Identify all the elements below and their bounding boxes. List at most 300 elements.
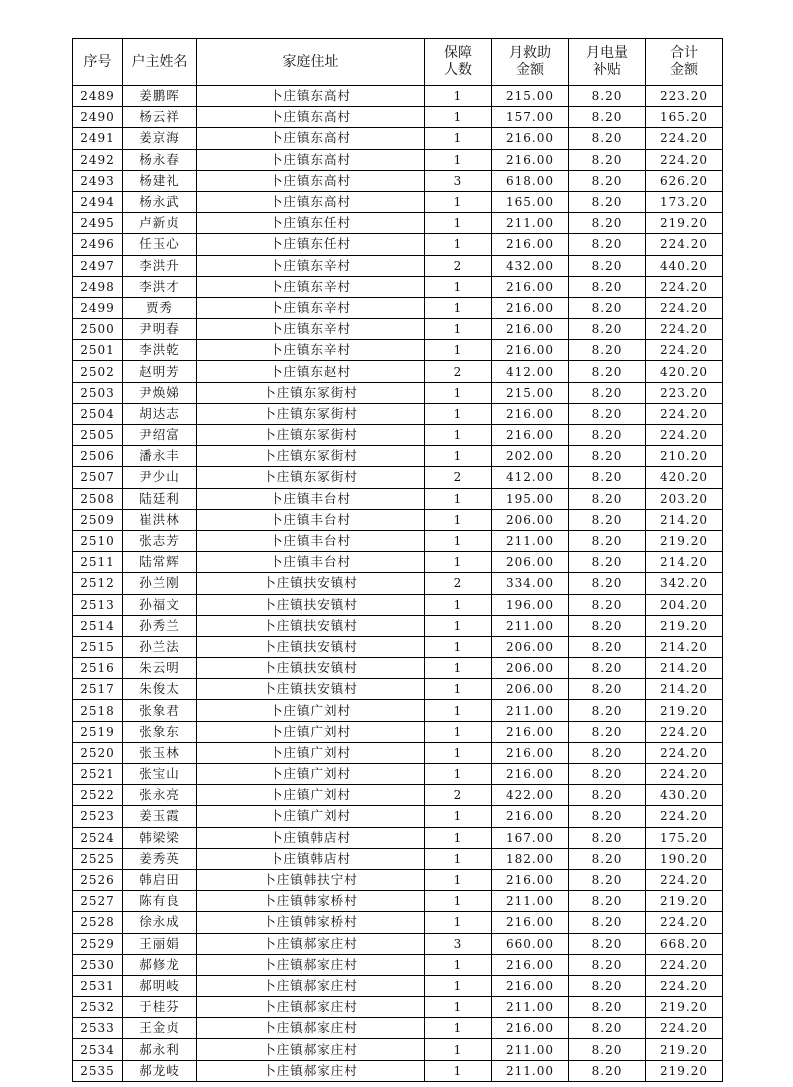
cell-total: 175.20 [646, 827, 723, 848]
cell-no: 2504 [73, 403, 123, 424]
cell-monthly-aid: 206.00 [492, 509, 569, 530]
cell-address: 卜庄镇东辛村 [197, 319, 425, 340]
cell-total: 219.20 [646, 997, 723, 1018]
cell-elec-subsidy: 8.20 [569, 255, 646, 276]
cell-address: 卜庄镇韩店村 [197, 848, 425, 869]
table-row [73, 806, 723, 827]
table-row [73, 1039, 723, 1060]
cell-elec-subsidy: 8.20 [569, 509, 646, 530]
cell-total: 165.20 [646, 107, 723, 128]
cell-people: 1 [425, 425, 492, 446]
cell-total: 224.20 [646, 975, 723, 996]
cell-name: 胡达志 [123, 403, 197, 424]
cell-address: 卜庄镇东辛村 [197, 297, 425, 318]
cell-monthly-aid: 216.00 [492, 869, 569, 890]
cell-monthly-aid: 216.00 [492, 128, 569, 149]
cell-people: 1 [425, 276, 492, 297]
cell-people: 1 [425, 446, 492, 467]
cell-address: 卜庄镇东冢街村 [197, 382, 425, 403]
cell-monthly-aid: 216.00 [492, 975, 569, 996]
cell-total: 219.20 [646, 1060, 723, 1081]
cell-monthly-aid: 216.00 [492, 149, 569, 170]
cell-name: 张志芳 [123, 530, 197, 551]
cell-total: 219.20 [646, 700, 723, 721]
cell-name: 崔洪林 [123, 509, 197, 530]
cell-name: 张宝山 [123, 764, 197, 785]
cell-name: 孙兰法 [123, 636, 197, 657]
cell-people: 1 [425, 700, 492, 721]
cell-elec-subsidy: 8.20 [569, 975, 646, 996]
cell-people: 1 [425, 721, 492, 742]
document-sheet [72, 38, 722, 1082]
header-name: 户主姓名 [123, 39, 197, 86]
cell-name: 张永亮 [123, 785, 197, 806]
cell-elec-subsidy: 8.20 [569, 997, 646, 1018]
cell-monthly-aid: 334.00 [492, 573, 569, 594]
cell-name: 陈有良 [123, 891, 197, 912]
cell-monthly-aid: 412.00 [492, 361, 569, 382]
cell-elec-subsidy: 8.20 [569, 128, 646, 149]
cell-total: 430.20 [646, 785, 723, 806]
table-row [73, 403, 723, 424]
table-row [73, 869, 723, 890]
cell-address: 卜庄镇东高村 [197, 149, 425, 170]
cell-people: 2 [425, 573, 492, 594]
cell-people: 1 [425, 213, 492, 234]
cell-name: 赵明芳 [123, 361, 197, 382]
cell-name: 李洪升 [123, 255, 197, 276]
cell-elec-subsidy: 8.20 [569, 636, 646, 657]
cell-address: 卜庄镇东辛村 [197, 276, 425, 297]
cell-no: 2522 [73, 785, 123, 806]
cell-elec-subsidy: 8.20 [569, 403, 646, 424]
cell-people: 1 [425, 297, 492, 318]
cell-address: 卜庄镇韩家桥村 [197, 912, 425, 933]
cell-address: 卜庄镇丰台村 [197, 530, 425, 551]
table-row [73, 933, 723, 954]
cell-elec-subsidy: 8.20 [569, 86, 646, 107]
table-row [73, 382, 723, 403]
cell-total: 223.20 [646, 86, 723, 107]
cell-no: 2491 [73, 128, 123, 149]
cell-address: 卜庄镇广刘村 [197, 785, 425, 806]
cell-total: 668.20 [646, 933, 723, 954]
cell-monthly-aid: 182.00 [492, 848, 569, 869]
cell-elec-subsidy: 8.20 [569, 446, 646, 467]
table-row [73, 764, 723, 785]
cell-no: 2517 [73, 679, 123, 700]
table-row [73, 636, 723, 657]
cell-monthly-aid: 422.00 [492, 785, 569, 806]
cell-name: 贾秀 [123, 297, 197, 318]
cell-elec-subsidy: 8.20 [569, 488, 646, 509]
cell-name: 尹少山 [123, 467, 197, 488]
cell-monthly-aid: 216.00 [492, 425, 569, 446]
cell-total: 219.20 [646, 615, 723, 636]
cell-no: 2490 [73, 107, 123, 128]
cell-total: 224.20 [646, 869, 723, 890]
cell-address: 卜庄镇东冢街村 [197, 425, 425, 446]
cell-elec-subsidy: 8.20 [569, 679, 646, 700]
table-row [73, 467, 723, 488]
cell-no: 2528 [73, 912, 123, 933]
cell-elec-subsidy: 8.20 [569, 552, 646, 573]
cell-elec-subsidy: 8.20 [569, 319, 646, 340]
cell-no: 2535 [73, 1060, 123, 1081]
cell-no: 2518 [73, 700, 123, 721]
cell-people: 1 [425, 509, 492, 530]
header-monthly-aid [492, 39, 569, 86]
cell-name: 尹明春 [123, 319, 197, 340]
cell-monthly-aid: 165.00 [492, 191, 569, 212]
cell-address: 卜庄镇东高村 [197, 191, 425, 212]
cell-name: 朱云明 [123, 658, 197, 679]
cell-address: 卜庄镇郝家庄村 [197, 954, 425, 975]
cell-people: 1 [425, 954, 492, 975]
cell-address: 卜庄镇丰台村 [197, 509, 425, 530]
table-row [73, 891, 723, 912]
cell-monthly-aid: 216.00 [492, 276, 569, 297]
cell-monthly-aid: 206.00 [492, 658, 569, 679]
cell-monthly-aid: 216.00 [492, 297, 569, 318]
cell-no: 2532 [73, 997, 123, 1018]
cell-name: 杨永武 [123, 191, 197, 212]
table-row [73, 86, 723, 107]
cell-total: 214.20 [646, 552, 723, 573]
table-row [73, 276, 723, 297]
cell-no: 2513 [73, 594, 123, 615]
cell-monthly-aid: 216.00 [492, 403, 569, 424]
cell-people: 1 [425, 827, 492, 848]
table-row [73, 255, 723, 276]
header-people-text: 保障人数 [444, 45, 472, 78]
cell-total: 626.20 [646, 170, 723, 191]
cell-no: 2495 [73, 213, 123, 234]
cell-total: 420.20 [646, 467, 723, 488]
cell-name: 孙秀兰 [123, 615, 197, 636]
cell-address: 卜庄镇东冢街村 [197, 467, 425, 488]
cell-elec-subsidy: 8.20 [569, 891, 646, 912]
cell-address: 卜庄镇东高村 [197, 170, 425, 191]
cell-no: 2506 [73, 446, 123, 467]
cell-people: 1 [425, 1039, 492, 1060]
cell-people: 1 [425, 319, 492, 340]
cell-address: 卜庄镇韩店村 [197, 827, 425, 848]
cell-monthly-aid: 211.00 [492, 1060, 569, 1081]
cell-name: 尹焕娣 [123, 382, 197, 403]
table-row [73, 319, 723, 340]
cell-address: 卜庄镇东任村 [197, 213, 425, 234]
table-row [73, 425, 723, 446]
table-row [73, 997, 723, 1018]
cell-monthly-aid: 660.00 [492, 933, 569, 954]
table-row [73, 530, 723, 551]
cell-people: 1 [425, 679, 492, 700]
cell-name: 朱俊太 [123, 679, 197, 700]
cell-no: 2498 [73, 276, 123, 297]
cell-address: 卜庄镇郝家庄村 [197, 1018, 425, 1039]
cell-address: 卜庄镇韩扶宁村 [197, 869, 425, 890]
cell-total: 219.20 [646, 891, 723, 912]
cell-elec-subsidy: 8.20 [569, 170, 646, 191]
cell-total: 224.20 [646, 1018, 723, 1039]
table-row [73, 297, 723, 318]
cell-no: 2502 [73, 361, 123, 382]
cell-people: 1 [425, 891, 492, 912]
header-people [425, 39, 492, 86]
table-row [73, 552, 723, 573]
cell-people: 1 [425, 382, 492, 403]
cell-total: 224.20 [646, 912, 723, 933]
header-total [646, 39, 723, 86]
cell-name: 姜秀英 [123, 848, 197, 869]
cell-total: 214.20 [646, 509, 723, 530]
cell-elec-subsidy: 8.20 [569, 1018, 646, 1039]
cell-no: 2530 [73, 954, 123, 975]
cell-elec-subsidy: 8.20 [569, 658, 646, 679]
relief-table [72, 38, 723, 1082]
cell-elec-subsidy: 8.20 [569, 425, 646, 446]
cell-name: 姜鹏晖 [123, 86, 197, 107]
cell-monthly-aid: 216.00 [492, 806, 569, 827]
cell-elec-subsidy: 8.20 [569, 933, 646, 954]
cell-total: 342.20 [646, 573, 723, 594]
table-row [73, 615, 723, 636]
table-row [73, 128, 723, 149]
cell-address: 卜庄镇丰台村 [197, 552, 425, 573]
cell-total: 420.20 [646, 361, 723, 382]
cell-no: 2501 [73, 340, 123, 361]
cell-address: 卜庄镇扶安镇村 [197, 636, 425, 657]
cell-name: 杨永春 [123, 149, 197, 170]
table-row [73, 679, 723, 700]
cell-no: 2529 [73, 933, 123, 954]
cell-address: 卜庄镇广刘村 [197, 721, 425, 742]
table-row [73, 742, 723, 763]
table-row [73, 170, 723, 191]
table-row [73, 954, 723, 975]
cell-no: 2497 [73, 255, 123, 276]
cell-monthly-aid: 216.00 [492, 954, 569, 975]
cell-people: 2 [425, 361, 492, 382]
cell-no: 2508 [73, 488, 123, 509]
cell-people: 1 [425, 488, 492, 509]
cell-people: 1 [425, 340, 492, 361]
cell-monthly-aid: 215.00 [492, 382, 569, 403]
cell-people: 1 [425, 806, 492, 827]
cell-total: 224.20 [646, 234, 723, 255]
cell-people: 3 [425, 170, 492, 191]
table-row [73, 149, 723, 170]
cell-elec-subsidy: 8.20 [569, 382, 646, 403]
cell-name: 孙兰刚 [123, 573, 197, 594]
cell-elec-subsidy: 8.20 [569, 700, 646, 721]
cell-address: 卜庄镇东高村 [197, 86, 425, 107]
cell-monthly-aid: 202.00 [492, 446, 569, 467]
cell-name: 郝修龙 [123, 954, 197, 975]
table-row [73, 912, 723, 933]
cell-no: 2514 [73, 615, 123, 636]
cell-elec-subsidy: 8.20 [569, 213, 646, 234]
cell-elec-subsidy: 8.20 [569, 827, 646, 848]
cell-monthly-aid: 211.00 [492, 615, 569, 636]
cell-total: 223.20 [646, 382, 723, 403]
cell-name: 姜京海 [123, 128, 197, 149]
cell-no: 2523 [73, 806, 123, 827]
cell-address: 卜庄镇东冢街村 [197, 403, 425, 424]
cell-address: 卜庄镇郝家庄村 [197, 1039, 425, 1060]
cell-people: 1 [425, 742, 492, 763]
cell-address: 卜庄镇东辛村 [197, 255, 425, 276]
table-row [73, 488, 723, 509]
cell-no: 2503 [73, 382, 123, 403]
table-row [73, 107, 723, 128]
cell-total: 224.20 [646, 742, 723, 763]
header-address: 家庭住址 [197, 39, 425, 86]
header-elec-subsidy [569, 39, 646, 86]
cell-elec-subsidy: 8.20 [569, 721, 646, 742]
cell-address: 卜庄镇丰台村 [197, 488, 425, 509]
table-row [73, 340, 723, 361]
table-row [73, 573, 723, 594]
cell-total: 224.20 [646, 425, 723, 446]
cell-name: 尹绍富 [123, 425, 197, 446]
cell-name: 李洪乾 [123, 340, 197, 361]
cell-people: 2 [425, 785, 492, 806]
cell-monthly-aid: 216.00 [492, 912, 569, 933]
cell-elec-subsidy: 8.20 [569, 615, 646, 636]
cell-monthly-aid: 211.00 [492, 997, 569, 1018]
cell-name: 卢新贞 [123, 213, 197, 234]
cell-name: 郝龙岐 [123, 1060, 197, 1081]
cell-name: 陆常辉 [123, 552, 197, 573]
cell-total: 440.20 [646, 255, 723, 276]
cell-total: 190.20 [646, 848, 723, 869]
cell-address: 卜庄镇东冢街村 [197, 446, 425, 467]
cell-no: 2533 [73, 1018, 123, 1039]
cell-no: 2494 [73, 191, 123, 212]
cell-name: 王丽娟 [123, 933, 197, 954]
cell-no: 2521 [73, 764, 123, 785]
header-monthly-aid-text: 月救助金额 [509, 45, 551, 78]
cell-address: 卜庄镇广刘村 [197, 764, 425, 785]
cell-name: 张象君 [123, 700, 197, 721]
cell-monthly-aid: 206.00 [492, 636, 569, 657]
cell-address: 卜庄镇郝家庄村 [197, 975, 425, 996]
table-row [73, 827, 723, 848]
table-row [73, 446, 723, 467]
cell-name: 孙福文 [123, 594, 197, 615]
cell-total: 203.20 [646, 488, 723, 509]
cell-total: 224.20 [646, 764, 723, 785]
cell-people: 1 [425, 997, 492, 1018]
cell-name: 陆廷利 [123, 488, 197, 509]
cell-elec-subsidy: 8.20 [569, 234, 646, 255]
cell-people: 1 [425, 1018, 492, 1039]
cell-no: 2527 [73, 891, 123, 912]
cell-elec-subsidy: 8.20 [569, 869, 646, 890]
cell-name: 杨云祥 [123, 107, 197, 128]
table-row [73, 1060, 723, 1081]
cell-elec-subsidy: 8.20 [569, 806, 646, 827]
cell-total: 224.20 [646, 340, 723, 361]
cell-name: 韩启田 [123, 869, 197, 890]
cell-no: 2515 [73, 636, 123, 657]
cell-address: 卜庄镇广刘村 [197, 700, 425, 721]
cell-monthly-aid: 412.00 [492, 467, 569, 488]
table-row [73, 213, 723, 234]
cell-elec-subsidy: 8.20 [569, 848, 646, 869]
cell-address: 卜庄镇东任村 [197, 234, 425, 255]
cell-monthly-aid: 216.00 [492, 340, 569, 361]
cell-people: 1 [425, 1060, 492, 1081]
cell-address: 卜庄镇东高村 [197, 128, 425, 149]
cell-name: 杨建礼 [123, 170, 197, 191]
cell-total: 204.20 [646, 594, 723, 615]
cell-no: 2534 [73, 1039, 123, 1060]
cell-address: 卜庄镇郝家庄村 [197, 933, 425, 954]
table-row [73, 234, 723, 255]
cell-people: 1 [425, 615, 492, 636]
cell-monthly-aid: 167.00 [492, 827, 569, 848]
cell-total: 224.20 [646, 276, 723, 297]
cell-total: 219.20 [646, 1039, 723, 1060]
cell-monthly-aid: 206.00 [492, 679, 569, 700]
cell-total: 224.20 [646, 403, 723, 424]
cell-people: 1 [425, 764, 492, 785]
cell-address: 卜庄镇东赵村 [197, 361, 425, 382]
cell-no: 2509 [73, 509, 123, 530]
cell-monthly-aid: 211.00 [492, 213, 569, 234]
cell-total: 224.20 [646, 954, 723, 975]
cell-elec-subsidy: 8.20 [569, 785, 646, 806]
cell-elec-subsidy: 8.20 [569, 297, 646, 318]
cell-elec-subsidy: 8.20 [569, 107, 646, 128]
cell-people: 2 [425, 255, 492, 276]
table-row [73, 594, 723, 615]
cell-people: 1 [425, 234, 492, 255]
cell-no: 2519 [73, 721, 123, 742]
cell-people: 1 [425, 149, 492, 170]
cell-total: 214.20 [646, 658, 723, 679]
cell-people: 2 [425, 467, 492, 488]
cell-no: 2493 [73, 170, 123, 191]
table-row [73, 700, 723, 721]
cell-address: 卜庄镇韩家桥村 [197, 891, 425, 912]
cell-elec-subsidy: 8.20 [569, 954, 646, 975]
cell-address: 卜庄镇扶安镇村 [197, 594, 425, 615]
cell-address: 卜庄镇扶安镇村 [197, 658, 425, 679]
cell-people: 1 [425, 191, 492, 212]
cell-people: 1 [425, 128, 492, 149]
cell-address: 卜庄镇东辛村 [197, 340, 425, 361]
cell-monthly-aid: 216.00 [492, 1018, 569, 1039]
cell-no: 2531 [73, 975, 123, 996]
cell-total: 219.20 [646, 530, 723, 551]
cell-total: 173.20 [646, 191, 723, 212]
cell-name: 张玉林 [123, 742, 197, 763]
cell-total: 224.20 [646, 297, 723, 318]
cell-total: 214.20 [646, 636, 723, 657]
cell-people: 1 [425, 912, 492, 933]
header-elec-subsidy-text: 月电量补贴 [586, 45, 628, 78]
cell-name: 潘永丰 [123, 446, 197, 467]
cell-elec-subsidy: 8.20 [569, 573, 646, 594]
cell-address: 卜庄镇扶安镇村 [197, 573, 425, 594]
cell-monthly-aid: 216.00 [492, 764, 569, 785]
cell-name: 徐永成 [123, 912, 197, 933]
cell-total: 224.20 [646, 806, 723, 827]
